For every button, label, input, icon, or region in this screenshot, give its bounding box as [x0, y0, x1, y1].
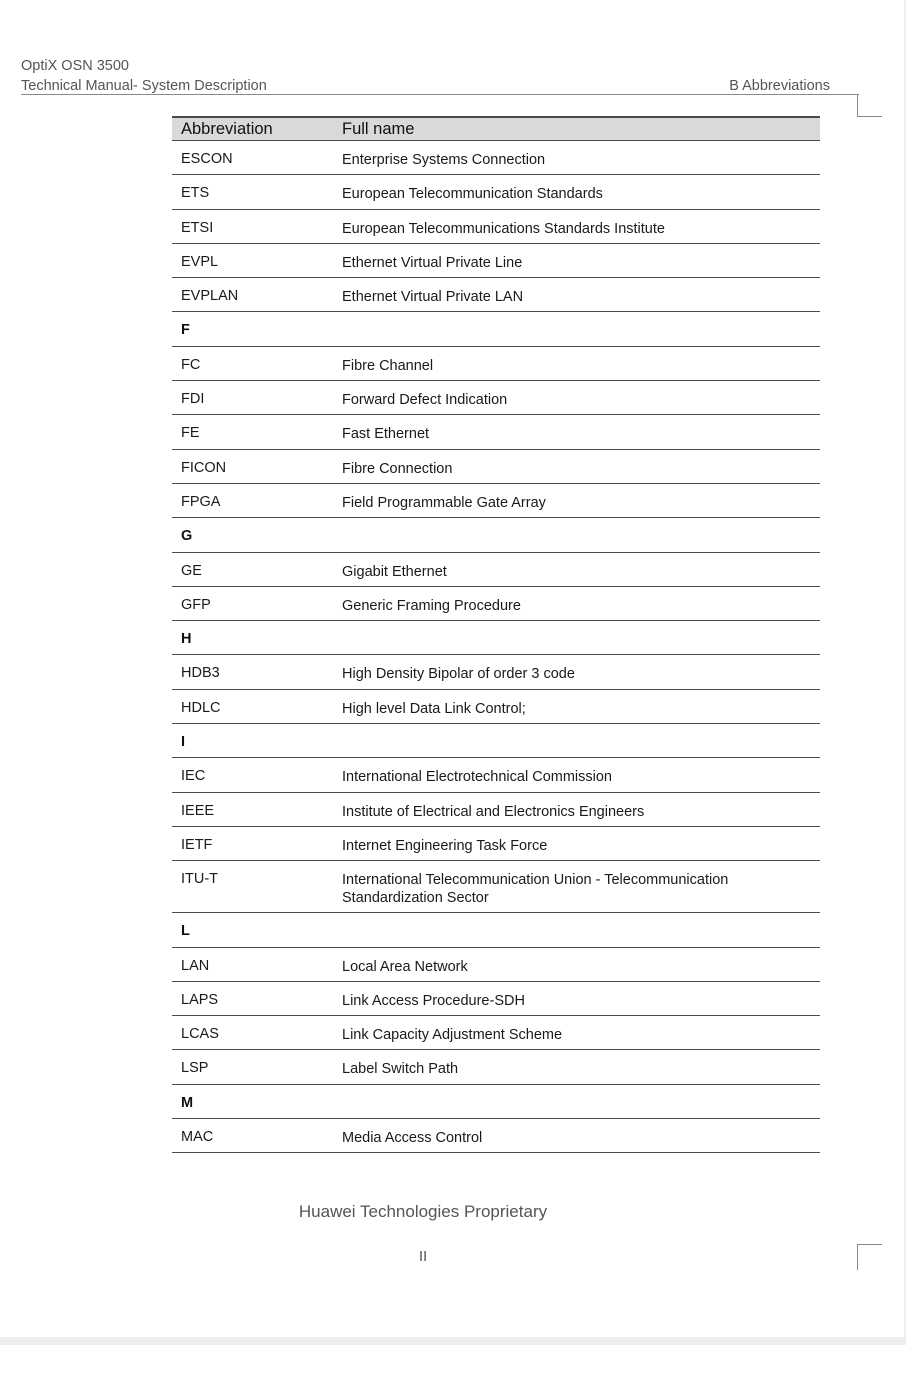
abbreviation-cell: EVPL	[181, 253, 219, 270]
section-letter: H	[181, 631, 192, 648]
header-divider	[21, 94, 859, 95]
footer-company: Huawei Technologies Proprietary	[298, 1202, 548, 1221]
full-name-cell	[333, 621, 820, 654]
abbreviation-cell: LAN	[181, 957, 210, 974]
abbreviation-cell: LSP	[181, 1060, 209, 1077]
full-name-cell: High level Data Link Control;	[342, 700, 526, 717]
abbreviations-table	[172, 116, 820, 1153]
full-name-cell	[333, 312, 820, 345]
full-name-cell: Gigabit Ethernet	[342, 563, 447, 580]
table-row	[172, 484, 820, 518]
table-row	[172, 244, 820, 278]
full-name-cell: Field Programmable Gate Array	[342, 494, 546, 511]
full-name-cell: Generic Framing Procedure	[342, 597, 521, 614]
table-row	[172, 175, 820, 209]
abbreviation-cell: IETF	[181, 836, 213, 853]
full-name-cell: Institute of Electrical and Electronics Engineers	[342, 803, 645, 820]
section-letter: G	[181, 528, 193, 545]
table-row	[172, 415, 820, 449]
abbreviation-cell: LCAS	[181, 1026, 219, 1043]
abbreviation-cell: ESCON	[181, 151, 233, 167]
full-name-cell: Link Capacity Adjustment Scheme	[342, 1027, 563, 1044]
table-row	[172, 827, 820, 861]
table-row	[172, 982, 820, 1016]
table-row	[172, 553, 820, 587]
full-name-cell: International Telecommunication Union - Telecommunication Standardization Sector	[342, 872, 729, 907]
product-name: OptiX OSN 3500	[21, 58, 129, 74]
abbreviation-cell: HDB3	[181, 665, 220, 682]
abbreviation-cell: FDI	[181, 391, 205, 408]
header-left	[21, 56, 267, 96]
table-row	[172, 278, 820, 312]
full-name-cell	[333, 913, 820, 946]
table-row	[172, 381, 820, 415]
table-row	[172, 347, 820, 381]
full-name-cell	[333, 724, 820, 757]
full-name-cell: Forward Defect Indication	[342, 392, 508, 409]
table-row	[172, 948, 820, 982]
full-name-cell: Fibre Channel	[342, 357, 434, 374]
table-row	[172, 655, 820, 689]
full-name-cell	[333, 1085, 820, 1118]
column-header-abbreviation: Abbreviation	[181, 120, 273, 138]
table-row	[172, 141, 820, 175]
page-bottom-edge	[0, 1337, 906, 1345]
section-title: B Abbreviations	[729, 78, 830, 94]
section-letter-row	[172, 518, 820, 552]
full-name-cell: Label Switch Path	[342, 1061, 459, 1078]
crop-mark-top	[857, 95, 858, 117]
full-name-cell: Media Access Control	[342, 1130, 483, 1147]
section-letter: F	[181, 322, 190, 339]
table-row	[172, 587, 820, 621]
full-name-cell: European Telecommunication Standards	[342, 186, 603, 203]
column-header-full-name: Full name	[342, 120, 415, 138]
full-name-cell: International Electrotechnical Commission	[342, 769, 612, 786]
abbreviation-cell: ETS	[181, 185, 210, 202]
table-row	[172, 1016, 820, 1050]
full-name-cell: Link Access Procedure-SDH	[342, 992, 525, 1009]
table-row	[172, 210, 820, 244]
crop-mark-bottom	[857, 1244, 882, 1245]
abbreviation-cell: GFP	[181, 596, 211, 613]
full-name-cell: Internet Engineering Task Force	[342, 837, 548, 854]
full-name-cell: Enterprise Systems Connection	[342, 152, 546, 168]
abbreviation-cell: FICON	[181, 459, 227, 476]
abbreviation-cell: EVPLAN	[181, 288, 239, 305]
full-name-cell	[333, 518, 820, 551]
abbreviation-cell: ETSI	[181, 219, 214, 236]
section-letter: I	[181, 734, 186, 751]
table-row	[172, 793, 820, 827]
full-name-cell: Ethernet Virtual Private Line	[342, 254, 523, 271]
table-row	[172, 690, 820, 724]
section-letter: L	[181, 923, 190, 940]
section-letter-row	[172, 724, 820, 758]
full-name-cell: Fibre Connection	[342, 460, 453, 477]
section-letter-row	[172, 913, 820, 947]
crop-mark-bottom	[857, 1244, 858, 1270]
abbreviation-cell: LAPS	[181, 991, 219, 1008]
table-row	[172, 861, 820, 913]
abbreviation-cell: FC	[181, 356, 201, 373]
abbreviation-cell: IEEE	[181, 802, 215, 819]
table-body	[172, 141, 820, 1153]
table-row	[172, 1050, 820, 1084]
section-letter-row	[172, 621, 820, 655]
page-number: II	[418, 1248, 428, 1265]
full-name-cell: High Density Bipolar of order 3 code	[342, 666, 575, 683]
table-row	[172, 1119, 820, 1153]
abbreviation-cell: FE	[181, 425, 200, 442]
full-name-cell: European Telecommunications Standards Institute	[342, 220, 665, 237]
abbreviation-cell: MAC	[181, 1129, 214, 1146]
section-letter: M	[181, 1094, 194, 1111]
section-letter-row	[172, 1085, 820, 1119]
table-header	[172, 116, 820, 141]
full-name-cell: Ethernet Virtual Private LAN	[342, 289, 524, 306]
abbreviation-cell: FPGA	[181, 493, 221, 510]
abbreviation-cell: IEC	[181, 768, 206, 785]
manual-title: Technical Manual- System Description	[21, 78, 267, 94]
abbreviation-cell: HDLC	[181, 699, 221, 716]
table-row	[172, 758, 820, 792]
crop-mark-top	[857, 116, 882, 117]
full-name-cell: Fast Ethernet	[342, 426, 430, 443]
abbreviation-cell: ITU-T	[181, 871, 219, 888]
full-name-cell: Local Area Network	[342, 958, 468, 975]
section-letter-row	[172, 312, 820, 346]
table-row	[172, 450, 820, 484]
abbreviation-cell: GE	[181, 562, 202, 579]
